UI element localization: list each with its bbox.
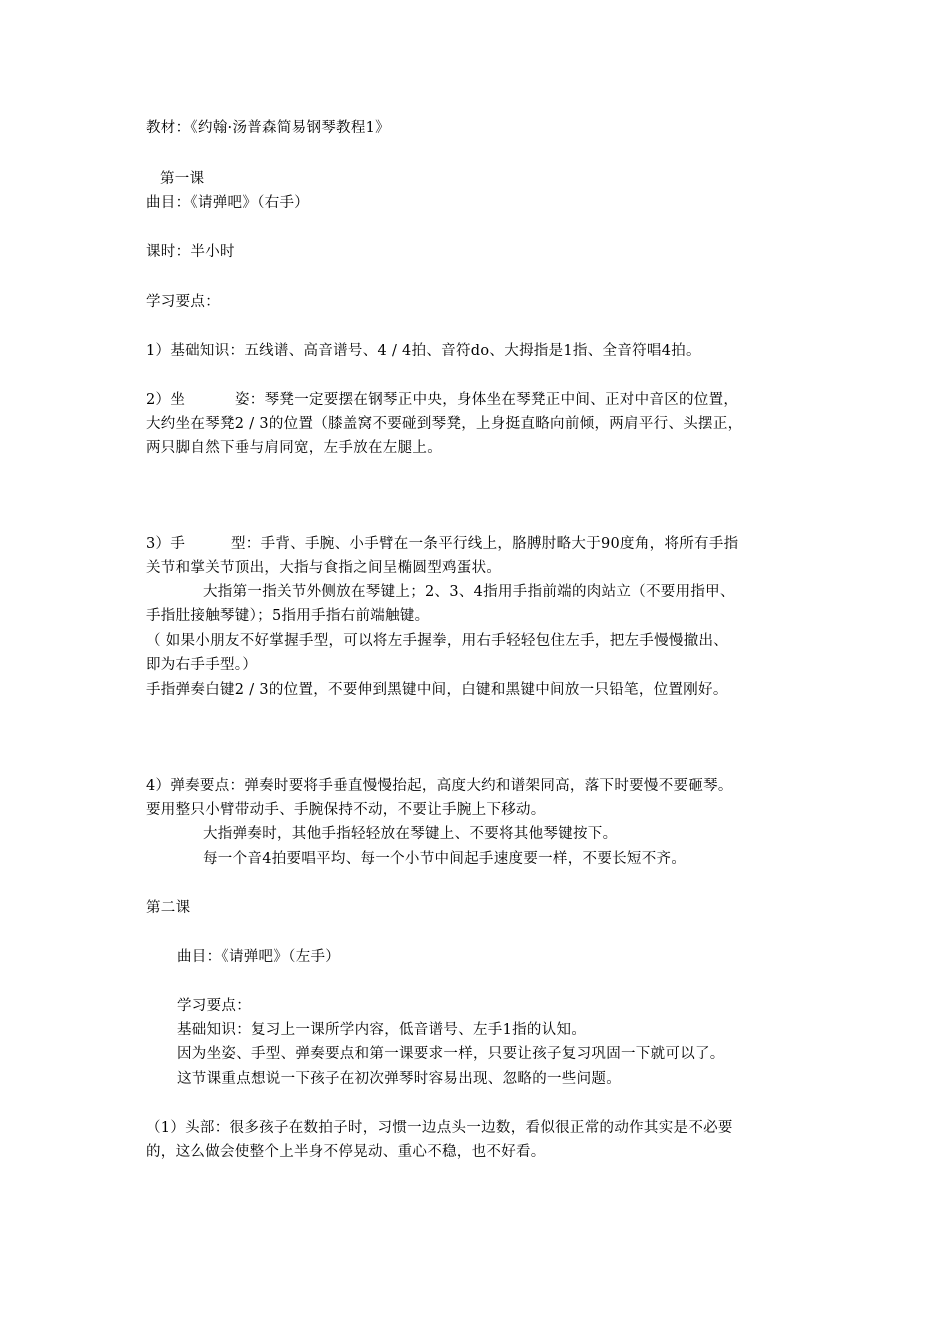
lesson2-key-points-heading: 学习要点：	[177, 998, 251, 1014]
lesson2-issue1-line: 的，这么做会使整个上半身不停晃动、重心不稳，也不好看。	[146, 1144, 546, 1160]
lesson1-point3-line: 手指肚接触琴键）；5指用手指右前端触键。	[146, 608, 430, 624]
lesson1-point2-text: 姿：琴凳一定要摆在钢琴正中央，身体坐在琴凳正中间、正对中音区的位置，	[235, 392, 739, 408]
lesson1-point2-line: 两只脚自然下垂与肩同宽，左手放在左腿上。	[146, 440, 442, 456]
lesson1-point3-line: 即为右手手型。）	[146, 657, 258, 673]
lesson1-key-points-heading: 学习要点：	[146, 294, 220, 310]
lesson2-title: 第二课	[146, 900, 191, 916]
lesson1-point3-line: 大指第一指关节外侧放在琴键上；2、3、4指用手指前端的肉站立（不要用指甲、	[203, 584, 735, 600]
lesson1-point3-label: 3）手	[146, 536, 186, 552]
lesson1-point4-line: 4）弹奏要点：弹奏时要将手垂直慢慢抬起，高度大约和谱架同高，落下时要慢不要砸琴。	[146, 778, 733, 794]
lesson1-duration: 课时：半小时	[146, 244, 235, 260]
lesson2-piece: 曲目：《请弹吧》（左手）	[177, 949, 341, 965]
lesson1-point2-line: 大约坐在琴凳2 / 3的位置（膝盖窝不要碰到琴凳，上身挺直略向前倾，两肩平行、头摆正，	[146, 416, 743, 432]
lesson1-point4-line: 大指弹奏时，其他手指轻轻放在琴键上、不要将其他琴键按下。	[203, 826, 618, 842]
lesson1-point3-line: （ 如果小朋友不好掌握手型，可以将左手握拳，用右手轻轻包住左手，把左手慢慢撤出、	[146, 633, 729, 649]
lesson2-line: 这节课重点想说一下孩子在初次弹琴时容易出现、忽略的一些问题。	[177, 1071, 621, 1087]
textbook-line: 教材：《约翰·汤普森简易钢琴教程1》	[146, 120, 390, 136]
lesson1-title: 第一课	[160, 171, 205, 187]
lesson1-piece: 曲目：《请弹吧》（右手）	[146, 195, 310, 211]
lesson1-point3-text: 型：手背、手腕、小手臂在一条平行线上，胳膊肘略大于90度角，将所有手指	[231, 536, 739, 552]
lesson1-point4-line: 每一个音4拍要唱平均、每一个小节中间起手速度要一样，不要长短不齐。	[203, 851, 687, 867]
lesson1-point1: 1）基础知识：五线谱、高音谱号、4 / 4拍、音符do、大拇指是1指、全音符唱4拍。	[146, 343, 701, 359]
lesson2-issue1-line: （1）头部：很多孩子在数拍子时，习惯一边点头一边数，看似很正常的动作其实是不必要	[146, 1120, 733, 1136]
lesson1-point3-line: 关节和掌关节顶出，大指与食指之间呈椭圆型鸡蛋状。	[146, 560, 502, 576]
lesson1-point4-line: 要用整只小臂带动手、手腕保持不动，不要让手腕上下移动。	[146, 802, 546, 818]
lesson1-point3-line: 手指弹奏白键2 / 3的位置，不要伸到黑键中间，白键和黑键中间放一只铅笔，位置刚好。	[146, 682, 728, 698]
lesson2-line: 基础知识：复习上一课所学内容，低音谱号、左手1指的认知。	[177, 1022, 587, 1038]
lesson1-point2-label: 2）坐	[146, 392, 186, 408]
lesson2-line: 因为坐姿、手型、弹奏要点和第一课要求一样，只要让孩子复习巩固一下就可以了。	[177, 1046, 725, 1062]
